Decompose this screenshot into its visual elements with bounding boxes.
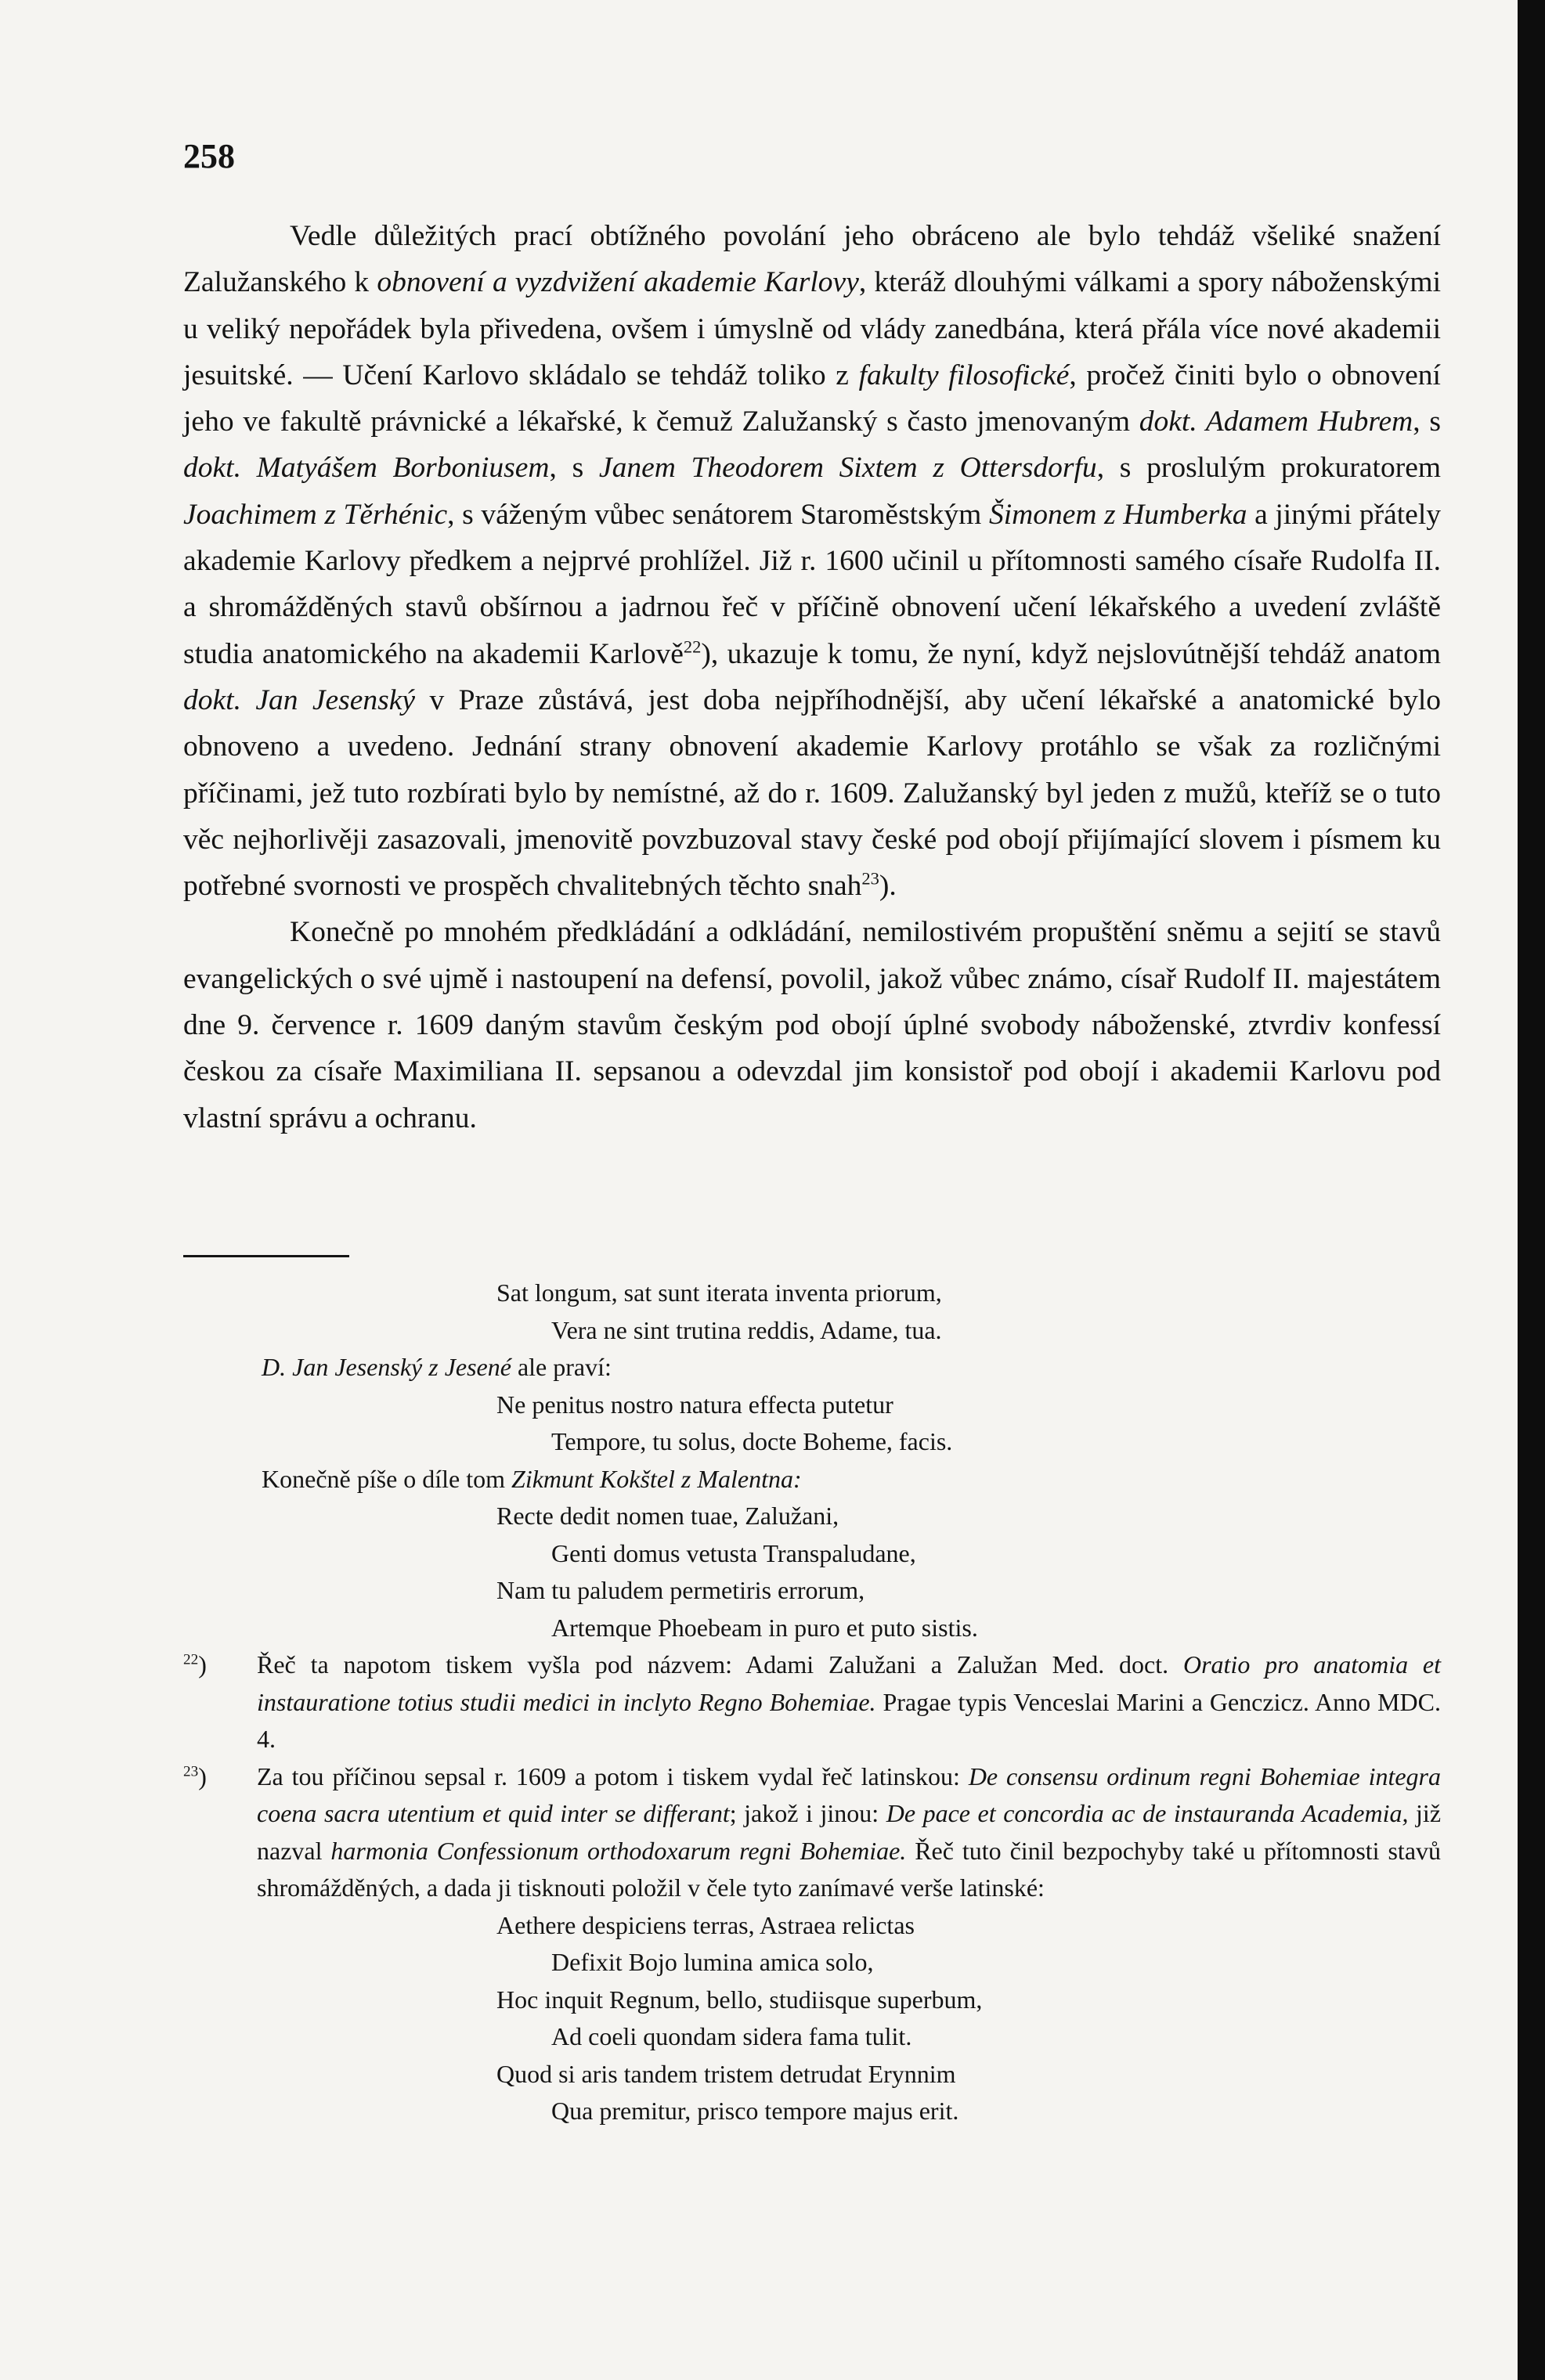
verse-line: Defixit Bojo lumina amica solo, <box>551 1948 874 1976</box>
verse-intro: D. Jan Jesenský z Jesené ale praví: <box>262 1353 612 1381</box>
verse-line: Sat longum, sat sunt iterata inventa priorum, <box>496 1278 942 1307</box>
footnotes <box>183 1275 1441 2130</box>
verse-line: Tempore, tu solus, docte Boheme, facis. <box>551 1427 953 1455</box>
verse-line: Ne penitus nostro natura effecta putetur <box>496 1390 893 1419</box>
main-text <box>183 213 1441 1141</box>
verse-line: Nam tu paludem permetiris errorum, <box>496 1576 865 1604</box>
verse-line: Recte dedit nomen tuae, Zalužani, <box>496 1502 839 1530</box>
verse-line: Vera ne sint trutina reddis, Adame, tua. <box>551 1315 942 1344</box>
footnote-marker: $^{22}$) <box>183 1650 207 1679</box>
footnote-ref-23: 23 <box>861 868 879 889</box>
paragraph-2: Konečně po mnohém předkládání a odkládání, nemilostivém propuštění sněmu a sejití se stavů evangelických o své ujmě i nastoupení na defensí, povolil, jakož vůbec známo, císař Rudolf II. majestátem dne 9. července r. 1609 daným stavům českým pod obojí úplné svobody náboženské, ztvrdiv konfessí českou za císaře Maximiliana II. sepsanou a odevzdal jim konsistoř pod obojí i akademii Karlovu pod vlastní správu a ochranu. <box>183 916 1441 1134</box>
footnote-22: $^{22}$) Řeč ta napotom tiskem vyšla pod názvem: Adami Zalužani a Zalužan Med. doct. Oratio pro anatomia et instauratione totius studii medici in inclyto Regno Bohemiae. Pragae typis Venceslai Marini a Genczicz. Anno MDC. 4. <box>183 1646 1441 1758</box>
footnote-marker: $^{23}$) <box>183 1762 207 1790</box>
verse-line: Artemque Phoebeam in puro et puto sistis. <box>551 1613 978 1642</box>
verse-line: Ad coeli quondam sidera fama tulit. <box>551 2022 912 2050</box>
verse-line: Aethere despiciens terras, Astraea relictas <box>496 1910 915 1939</box>
footnote-ref-22: 22 <box>683 636 702 657</box>
scan-edge <box>1518 0 1545 2380</box>
verse-line: Hoc inquit Regnum, bello, studiisque superbum, <box>496 1985 983 2014</box>
paragraph-1: Vedle důležitých prací obtížného povolání jeho obráceno ale bylo tehdáž všeliké snažení Zalužanského k obnovení a vyzdvižení akademie Karlovy, kteráž dlouhými válkami a spory náboženskými u veliký nepořádek byla přivedena, ovšem i úmyslně od vlády zanedbána, která přála více nové akademii jesuitské. — Učení Karlovo skládalo se tehdáž toliko z fakulty filosofické, pročež činiti bylo o obnovení jeho ve fakultě právnické a lékařské, k čemuž Zalužanský s často jmenovaným dokt. Adamem Hubrem, s dokt. Matyášem Borboniusem, s Janem Theodorem Sixtem z Ottersdorfu, s proslulým prokuratorem Joachimem z Těrhénic, s váženým vůbec senátorem Staroměstským Šimonem z Humberka a jinými přátely akademie Karlovy předkem a nejprvé prohlížel. Již r. 1600 učinil u přítomnosti samého císaře Rudolfa II. a shromážděných stavů obšírnou a jadrnou řeč v příčině obnovení učení lékařského a uvedení zvláště studia anatomického na akademii Karlově$^{22}$), ukazuje k tomu, že nyní, když nejslovútnější tehdáž anatom dokt. Jan Jesenský v Praze zůstává, jest doba nejpříhodnější, aby učení lékařské a anatomické bylo obnoveno a uvedeno. Jednání strany obnovení akademie Karlovy protáhlo se však za rozličnými příčinami, jež tuto rozbírati bylo by nemístné, až do r. 1609. Zalužanský byl jeden z mužů, kteříž se o tuto věc nejhorlivěji zasazovali, jmenovitě povzbuzoval stavy české pod obojí přijímající slovem i písmem ku potřebné svornosti ve prospěch chvalitebných těchto snah$^{23}$). <box>183 220 1442 903</box>
verse-line: Quod si aris tandem tristem detrudat Erynnim <box>496 2059 956 2088</box>
verse-line: Genti domus vetusta Transpaludane, <box>551 1538 916 1567</box>
verse-line: Qua premitur, prisco tempore majus erit. <box>551 2097 959 2125</box>
page-number: 258 <box>183 137 235 175</box>
footnote-23: $^{23}$) Za tou příčinou sepsal r. 1609 a potom i tiskem vydal řeč latinskou: De consensu ordinum regni Bohemiae integra coena sacra utentium et quid inter se differant; jakož i jinou: De pace et concordia ac de instauranda Academia, již nazval harmonia Confessionum orthodoxarum regni Bohemiae. Řeč tuto činil bezpochyby také u přítomnosti stavů shromážděných, a dada ji tisknouti položil v čele tyto zanímavé verše latinské: <box>183 1758 1441 1907</box>
footnote-separator <box>183 1255 349 1257</box>
verse-intro: Konečně píše o díle tom Zikmunt Kokštel z Malentna: <box>262 1464 802 1493</box>
